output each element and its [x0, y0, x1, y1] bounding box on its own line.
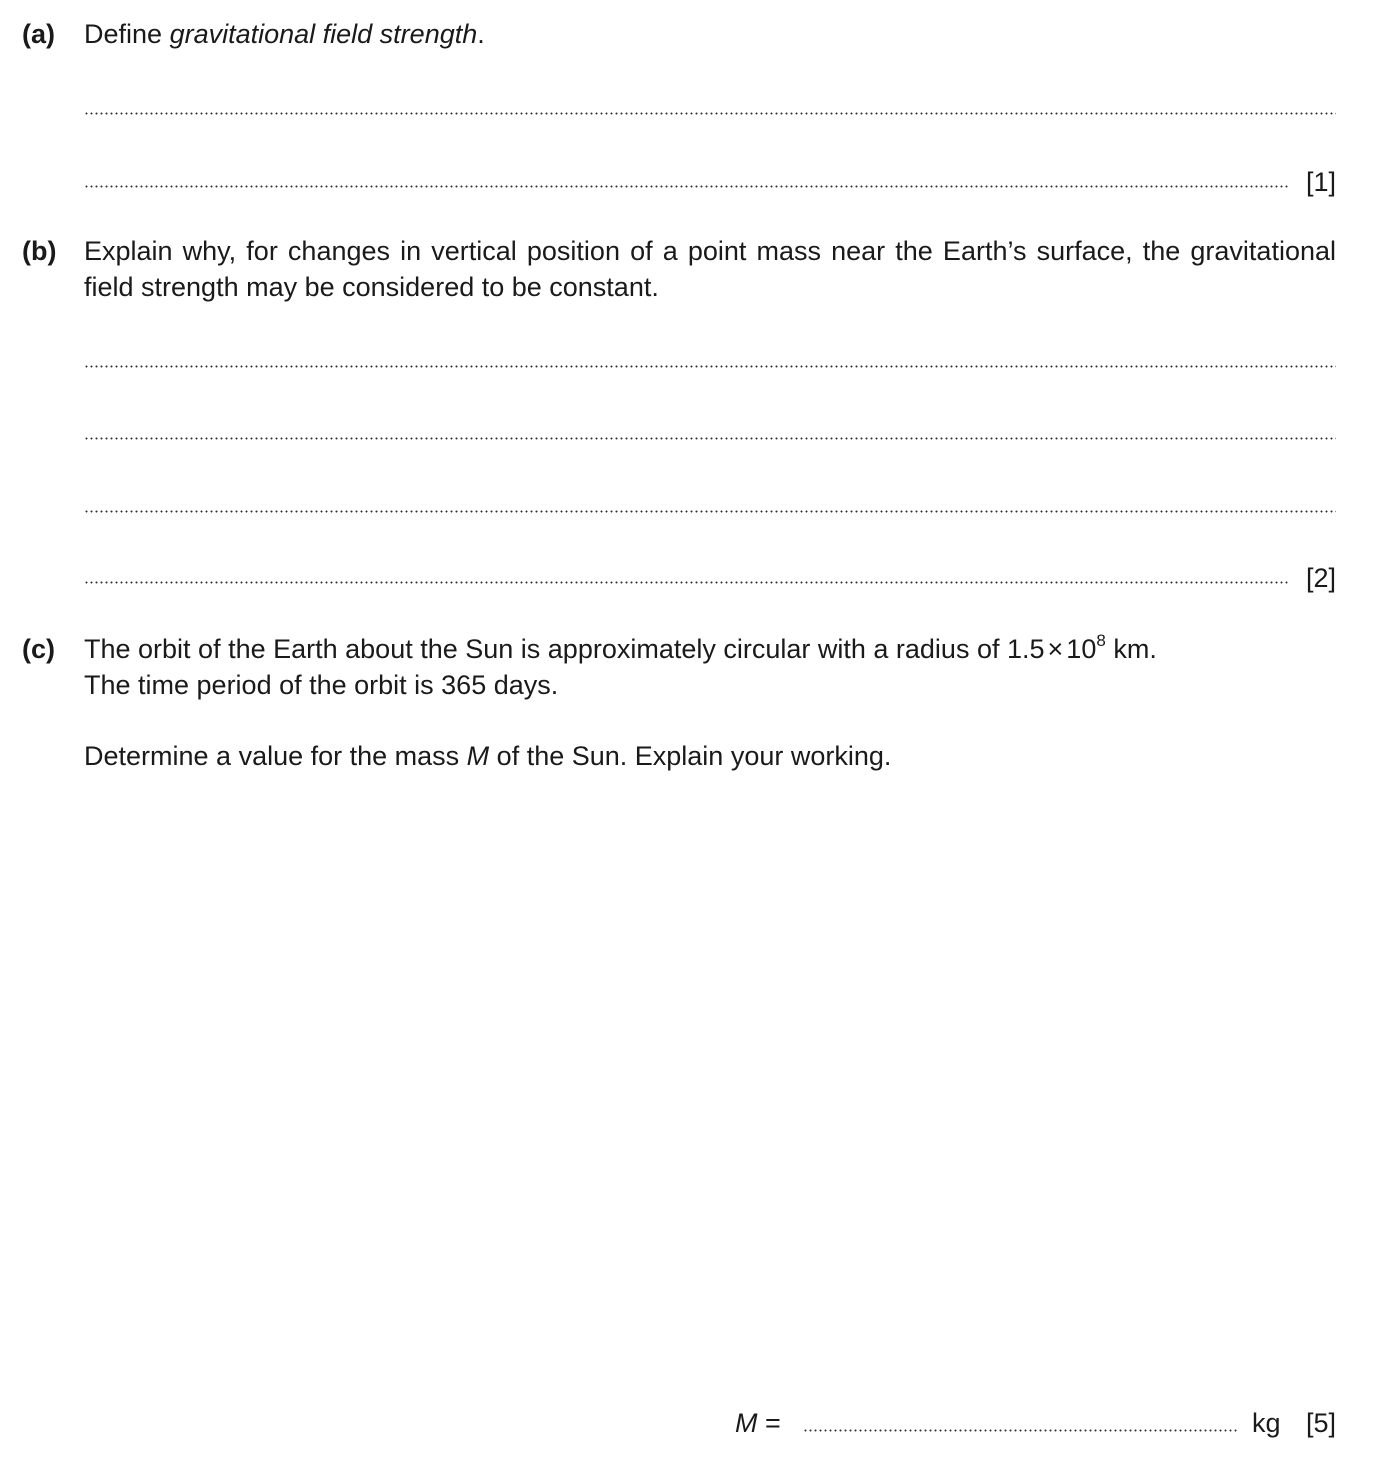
answer-variable: M: [735, 1408, 758, 1438]
part-a-prompt-suffix: .: [477, 19, 485, 49]
part-b-label: (b): [22, 236, 57, 266]
part-a-label: (a): [22, 19, 55, 49]
part-c-instruction-prefix: Determine a value for the mass: [84, 741, 467, 771]
part-a-prompt-term: gravitational field strength: [169, 19, 478, 49]
part-c-instruction-var: M: [466, 741, 490, 771]
times-sign: ×: [1047, 634, 1064, 664]
part-c-instruction: [84, 738, 1336, 774]
part-c-instruction-suffix: of the Sun. Explain your working.: [489, 741, 892, 771]
power-exponent: 8: [1096, 631, 1106, 650]
part-b-prompt: Explain why, for changes in vertical position of a point mass near the Earth’s surface, the gravitational field strength may be considered to be constant.: [84, 236, 1336, 302]
part-b-answer-line-3[interactable]: [84, 510, 1336, 513]
radius-unit: km.: [1113, 634, 1157, 664]
part-b-marks: [2]: [1305, 563, 1336, 593]
part-b-answer-line-4[interactable]: [84, 581, 1289, 584]
part-a-marks: [1]: [1305, 167, 1336, 197]
power-base: 10: [1066, 634, 1097, 664]
answer-label: [735, 1405, 781, 1441]
answer-unit: kg: [1252, 1408, 1281, 1438]
part-c-answer-line[interactable]: [803, 1429, 1239, 1432]
part-b-answer-line-2[interactable]: [84, 437, 1336, 440]
answer-equals: =: [765, 1408, 781, 1438]
part-c-label: (c): [22, 634, 55, 664]
part-a-answer-line-2[interactable]: [84, 185, 1289, 188]
part-c-line-2: The time period of the orbit is 365 days.: [84, 670, 559, 700]
part-c-line-1-prefix: The orbit of the Earth about the Sun is approximately circular with a radius of 1.5: [84, 634, 1045, 664]
part-a-answer-line-1[interactable]: [84, 112, 1336, 115]
part-a-prompt: [84, 16, 1336, 52]
part-c-marks: [5]: [1305, 1408, 1336, 1438]
part-c-line-1: [84, 631, 1336, 667]
part-a-prompt-prefix: Define: [84, 19, 170, 49]
part-b-answer-line-1[interactable]: [84, 365, 1336, 368]
